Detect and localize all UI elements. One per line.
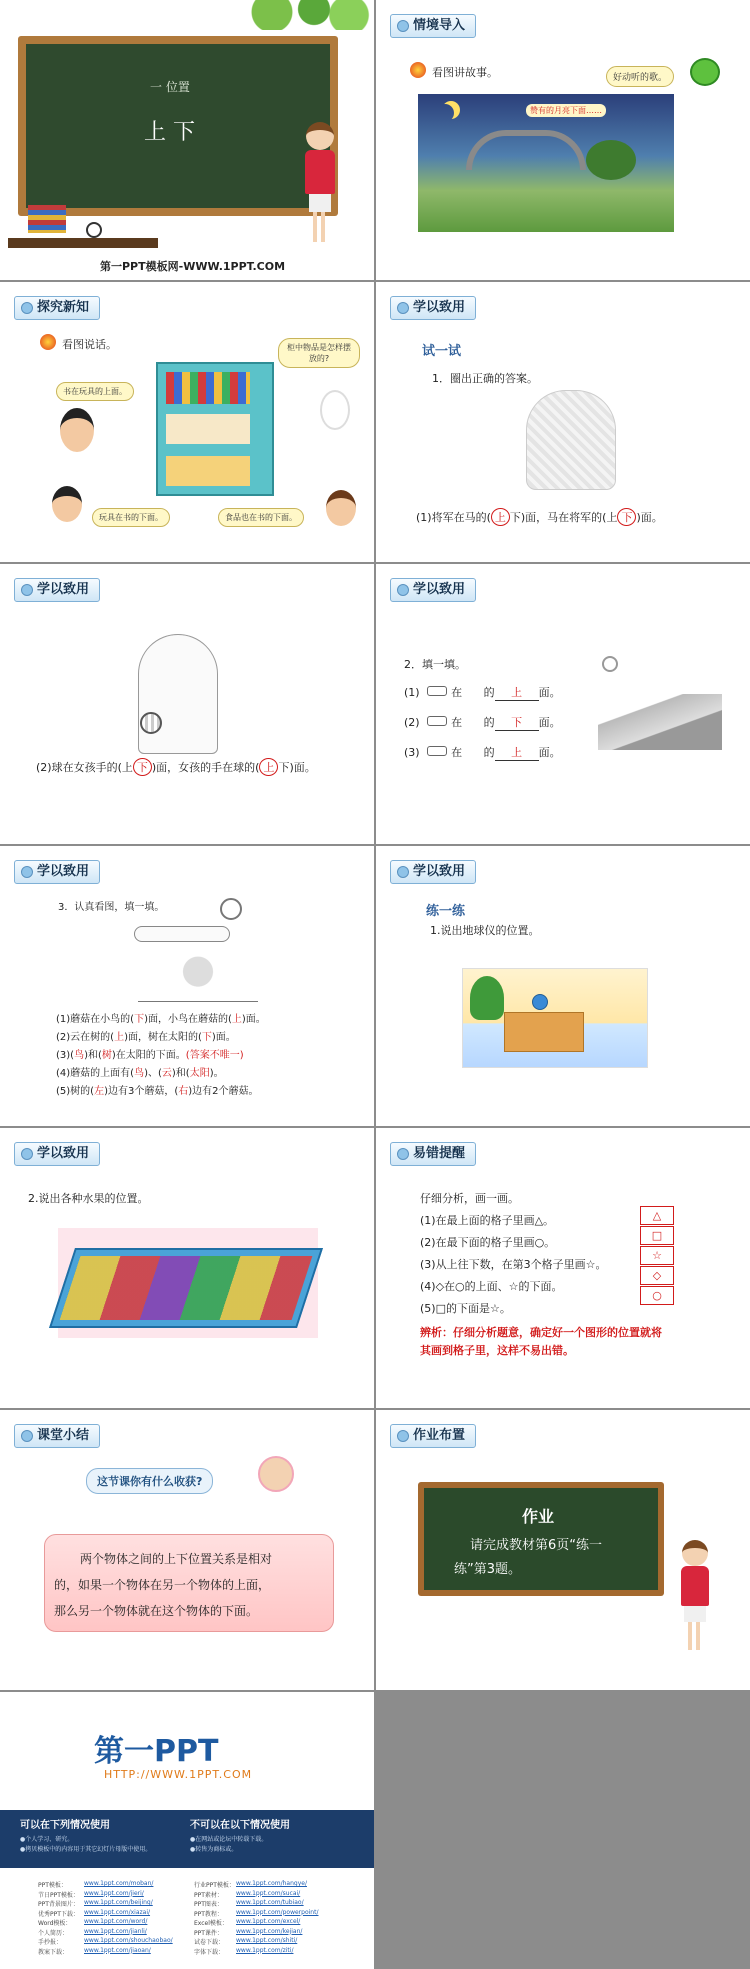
step-4: (4)◇在○的上面、☆的下面。 [420,1280,563,1293]
answer-circle: 上 [491,508,510,526]
link-url[interactable]: www.1ppt.com/excel/ [236,1918,301,1925]
link-label: Excel模板： [194,1920,228,1927]
tag-label: 情境导入 [390,14,476,38]
footer-text: 第一PPT模板网-WWW.1PPT.COM [100,260,286,273]
question: 3．认真看图，填一填。 [58,902,165,913]
can-use-heading: 可以在下列情况使用 [20,1820,110,1831]
fill-row-3: (3) 在 的 上 面。 [404,746,561,759]
books-icon [28,205,66,233]
link-label: Word模板： [38,1920,72,1927]
link-url[interactable]: www.1ppt.com/tubiao/ [236,1899,304,1906]
link-label: 行业PPT模板： [194,1882,235,1889]
slide-observe [0,846,374,1126]
lesson-subtitle: 一 位置 [150,80,190,94]
clock-icon [86,222,102,238]
summary-line-3: 那么另一个物体就在这个物体的下面。 [54,1604,259,1618]
fill-line-2: (2)云在树的(上)面，树在太阳的(下)面。 [56,1032,236,1043]
grid-cell: △ [640,1206,674,1225]
fill-row-1: (1) 在 的 上 面。 [404,686,561,699]
link-url[interactable]: www.1ppt.com/powerpoint/ [236,1908,319,1916]
link-label: PPT背景图片： [38,1901,79,1908]
slide-fill-in [376,564,750,844]
ball-icon [140,712,162,734]
teacher-figure [298,122,342,252]
lesson-title: 上 下 [144,120,195,145]
link-label: PPT模板： [38,1882,67,1889]
analysis-line-1: 辨析：仔细分析题意，确定好一个图形的位置就将 [420,1326,662,1339]
analysis-line-2: 其画到格子里，这样不易出错。 [420,1344,574,1357]
question: 2．填一填。 [404,658,466,671]
empty-area [376,1692,750,1969]
road-scene [598,694,722,750]
slide-practice-globe [376,846,750,1126]
tag-label: 学以致用 [390,860,476,884]
step-1: (1)在最上面的格子里画△。 [420,1214,555,1227]
link-url[interactable]: www.1ppt.com/jianli/ [84,1927,147,1935]
fill-line-5: (5)树的(左)边有3个蘑菇，(右)边有2个蘑菇。 [56,1086,259,1097]
answer-circle: 上 [259,758,278,776]
angel-icon [258,1456,294,1492]
homework-title: 作业 [522,1507,555,1526]
bubble-4: 食品也在书的下面。 [218,508,304,527]
bubble-2: 柜中物品是怎样摆放的? [278,338,360,368]
answer-circle: 下 [617,508,636,526]
girl-ball-image [138,634,218,754]
question: 2.说出各种水果的位置。 [28,1192,149,1205]
teacher-figure [674,1540,718,1670]
slide-practice-2 [0,564,374,844]
scene-caption: 赞有的月亮下面…… [526,104,606,117]
link-label: 教案下载： [38,1948,69,1956]
link-url[interactable]: www.1ppt.com/sucai/ [236,1889,301,1897]
fill-line-3: (3)(鸟)和(树)在太阳的下面。(答案不唯一) [56,1050,244,1061]
clouds [134,926,230,942]
link-label: PPT课件： [194,1929,223,1937]
brand-logo: 第一PPT [94,1734,219,1769]
tag-label: 学以致用 [390,578,476,602]
boy-figure [326,490,356,526]
can-use-2: ●拷贝模板中的内容用于其它幻灯片母版中使用。 [20,1846,152,1853]
answer-circle: 下 [133,758,152,776]
frog-icon [690,58,720,86]
rabbit-figure [320,390,350,430]
brand-url: HTTP://WWW.1PPT.COM [104,1768,253,1781]
link-label: PPT图表： [194,1901,223,1908]
summary-question: 这节课你有什么收获? [86,1468,213,1494]
link-url[interactable]: www.1ppt.com/jiaoan/ [84,1946,151,1954]
slide-story [376,0,750,280]
moon-icon [436,104,454,122]
tag-label: 探究新知 [14,296,100,320]
grid-cell: ○ [640,1286,674,1305]
link-label: 试卷下载： [194,1939,225,1946]
link-label: 个人简历： [38,1929,69,1937]
globe-icon [532,994,548,1010]
tag-label: 学以致用 [390,296,476,320]
fruit-crate [49,1248,323,1328]
tree-birds-scene [138,952,258,1002]
link-url[interactable]: www.1ppt.com/word/ [84,1918,148,1925]
bubble-3: 玩具在书的下面。 [92,508,170,527]
link-url[interactable]: www.1ppt.com/hangye/ [236,1880,307,1887]
cannot-use-1: ●在网站或论坛中转载下载。 [190,1836,268,1843]
link-url[interactable]: www.1ppt.com/beijing/ [84,1899,153,1906]
link-label: 手抄报： [38,1939,63,1946]
slide-title [0,0,374,280]
slide-summary [0,1410,374,1690]
link-url[interactable]: www.1ppt.com/xiazai/ [84,1908,151,1916]
homework-line-1: 请完成教材第6页“练一 [470,1538,603,1553]
link-url[interactable]: www.1ppt.com/moban/ [84,1880,154,1887]
link-label: 字体下载： [194,1948,225,1956]
question: 1.说出地球仪的位置。 [430,924,540,937]
step-2: (2)在最下面的格子里画○。 [420,1236,556,1249]
sun-icon [220,898,242,920]
section-title: 试一试 [422,344,462,359]
link-url[interactable]: www.1ppt.com/ziti/ [236,1946,294,1954]
summary-line-1: 两个物体之间的上下位置关系是相对 [80,1552,273,1566]
medal-icon [410,62,426,78]
tag-label: 作业布置 [390,1424,476,1448]
desk [8,238,158,248]
sun-icon [602,656,618,672]
girl-figure-2 [52,486,82,522]
link-url[interactable]: www.1ppt.com/kejian/ [236,1927,303,1935]
speech-bubble: 好动听的歌。 [606,66,674,87]
answer-line: (1)将军在马的( 上 下)面，马在将军的(上 下 )面。 [416,508,663,526]
step-3: (3)从上往下数，在第3个格子里画☆。 [420,1258,607,1271]
answer-line: (2)球在女孩手的(上 下 )面，女孩的手在球的( 上 下)面。 [36,758,316,776]
slide-mistakes [376,1128,750,1408]
desk-shape [504,1012,584,1052]
slide-credits [0,1692,374,1969]
grid-cell: ◇ [640,1266,674,1285]
tag-label: 易错提醒 [390,1142,476,1166]
link-url[interactable]: www.1ppt.com/shiti/ [236,1937,298,1944]
step-5: (5)□的下面是☆。 [420,1302,511,1315]
tag-label: 课堂小结 [14,1424,100,1448]
medal-icon [40,334,56,350]
tag-label: 学以致用 [14,860,100,884]
bookshelf [156,362,274,496]
link-label: 节日PPT模板： [38,1891,79,1899]
slide-homework [376,1410,750,1690]
bubble-1: 书在玩具的上面。 [56,382,134,401]
story-instruction: 看图讲故事。 [432,66,498,79]
link-url[interactable]: www.1ppt.com/shouchaobao/ [84,1937,173,1944]
section-title: 练一练 [426,904,466,919]
question: 1．圈出正确的答案。 [432,372,538,385]
link-label: 优秀PPT下载： [38,1910,79,1918]
tag-label: 学以致用 [14,1142,100,1166]
slide-explore [0,282,374,562]
can-use-1: ●个人学习、研究。 [20,1836,74,1843]
leaves-decoration [230,0,370,30]
plant-icon [470,976,504,1020]
tree-shape [586,140,636,180]
fill-line-1: (1)蘑菇在小鸟的(下)面，小鸟在蘑菇的(上)面。 [56,1014,266,1025]
general-horse-image [526,390,616,490]
intro: 仔细分析，画一画。 [420,1192,519,1205]
summary-line-2: 的，如果一个物体在另一个物体的上面， [54,1578,271,1592]
tag-label: 学以致用 [14,578,100,602]
link-label: PPT素材： [194,1891,223,1899]
homework-line-2: 练”第3题。 [454,1562,522,1577]
grid-cell: □ [640,1226,674,1245]
fill-row-2: (2) 在 的 下 面。 [404,716,561,729]
slide-fruit [0,1128,374,1408]
instruction: 看图说话。 [62,338,117,351]
cannot-use-heading: 不可以在以下情况使用 [190,1820,290,1831]
slide-practice-1 [376,282,750,562]
link-url[interactable]: www.1ppt.com/jieri/ [84,1889,144,1897]
girl-figure [60,408,94,452]
fill-line-4: (4)蘑菇的上面有(鸟)、(云)和(太阳)。 [56,1068,224,1079]
bridge-shape [466,130,586,170]
grid-cell: ☆ [640,1246,674,1265]
cannot-use-2: ●转售为商标或。 [190,1846,238,1853]
link-label: PPT教程： [194,1910,223,1918]
